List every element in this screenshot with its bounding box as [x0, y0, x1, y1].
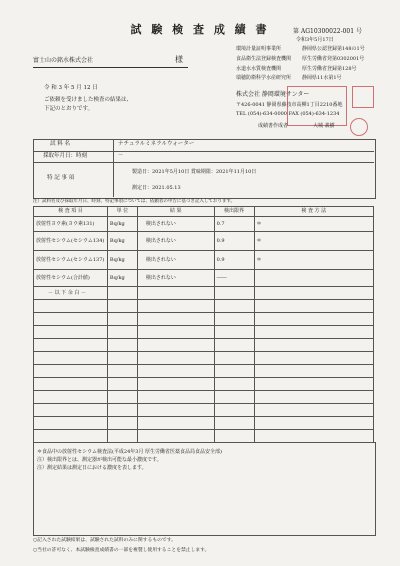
- header-cell: 検 査 項 目: [34, 207, 108, 217]
- report-date: 令和3年5月17日: [296, 37, 334, 43]
- table-note: 注）測定結果は測定日における濃度を表します。: [37, 465, 147, 471]
- lab-name: 株式会社 静岡環境サンター: [236, 91, 310, 98]
- blank-row: [34, 378, 374, 391]
- registration-label: 瑞穂防衛科学水産研究所: [236, 75, 292, 81]
- bottom-note: ○記入された試験結果は、試験された試料のみに関するものです。: [33, 538, 176, 543]
- sample-name-value: ナチュラルミネラルウォーター: [118, 141, 195, 147]
- registration-value: 静岡県11水第1号: [302, 75, 342, 81]
- result-cell: 検出されない: [137, 251, 214, 270]
- lab-address: 〒426-0041 静岡県藤枝市高柳1丁目2210番地: [236, 102, 343, 108]
- unit-cell: Bq/kg: [107, 217, 137, 232]
- blank-row: [34, 430, 374, 443]
- report-number: 第 AG10300022-001 号: [293, 28, 362, 35]
- greeting-line: ご依頼を受けました検査の結果は、: [44, 97, 133, 103]
- registration-value: 厚生労働省登録第128号: [302, 66, 357, 72]
- recipient-underline: [33, 67, 188, 68]
- author-name: 大城 義樹: [313, 123, 335, 129]
- blank-row: [34, 339, 374, 352]
- registration-label: 環境計量証明事業所: [236, 46, 282, 52]
- company-seal: [287, 86, 347, 126]
- unit-cell: Bq/kg: [107, 251, 137, 270]
- item-cell: 放射性セシウム(セシウム134): [34, 232, 108, 251]
- blank-row: [34, 417, 374, 430]
- end-marker: － 以 下 余 白 －: [34, 287, 108, 300]
- results-table: [33, 206, 374, 443]
- table-row: [34, 270, 374, 287]
- registration-value: 静岡県公認登録第148の1号: [302, 46, 365, 52]
- company-seal-small: [352, 86, 374, 108]
- report-title: 試 験 検 査 成 績 書: [130, 23, 270, 36]
- notes-line: 製造日：2021年5月10日 賞味期限：2021年11月10日: [132, 169, 257, 175]
- header-cell: 検出限界: [214, 207, 254, 217]
- blank-row: [34, 365, 374, 378]
- method-cell: ＊: [254, 232, 373, 251]
- result-cell: 検出されない: [137, 232, 214, 251]
- lab-phone: TEL (054)-634-0000 FAX (054)-634-1234: [236, 111, 340, 117]
- notes-label: 特 記 事 項: [47, 175, 75, 181]
- header-cell: 単 位: [107, 207, 137, 217]
- limit-cell: 0.7: [214, 217, 254, 232]
- result-cell: 検出されない: [137, 270, 214, 287]
- blank-row: [34, 352, 374, 365]
- blank-row: [34, 300, 374, 313]
- header-cell: 検 査 方 法: [254, 207, 373, 217]
- table-row: [34, 251, 374, 270]
- unit-cell: Bq/kg: [107, 232, 137, 251]
- table-header-row: [34, 207, 374, 217]
- sample-date-label: 採取年月日：時刻: [43, 153, 88, 159]
- blank-row: [34, 313, 374, 326]
- sample-name-label: 試 料 名: [50, 141, 70, 147]
- divider: [33, 139, 114, 197]
- blank-row: [34, 391, 374, 404]
- blank-row: [34, 404, 374, 417]
- notes-line: 測定日：2021.05.13: [132, 185, 181, 191]
- table-note: ＊食品中の放射性セシウム検査法(平成24年3月 厚生労働省医薬食品局食品安全部): [37, 449, 222, 455]
- bottom-note: ○当社の許可なく、本試験検査成績書の一部を複製し使用することを禁止します。: [33, 548, 210, 553]
- registration-value: 厚生労働省発第0302001号: [302, 56, 365, 62]
- greeting-line: 下記のとおりです。: [44, 106, 94, 112]
- table-row: [34, 217, 374, 232]
- blank-row: [34, 326, 374, 339]
- author-seal: [350, 118, 368, 136]
- header-cell: 結 果: [137, 207, 214, 217]
- unit-cell: Bq/kg: [107, 270, 137, 287]
- method-cell: ＊: [254, 251, 373, 270]
- result-cell: 検出されない: [137, 217, 214, 232]
- sample-date-value: －: [118, 153, 124, 159]
- method-cell: [254, 270, 373, 287]
- recipient-name: 富士山の銘水株式会社: [33, 57, 94, 64]
- item-cell: 放射性セシウム(セシウム137): [34, 251, 108, 270]
- method-cell: ＊: [254, 217, 373, 232]
- limit-cell: 0.9: [214, 251, 254, 270]
- item-cell: 放射性セシウム(合計値): [34, 270, 108, 287]
- author-label: 成績書作成者: [258, 123, 289, 129]
- table-row: [34, 287, 374, 300]
- registration-label: 食品衛生法登録検査機関: [236, 56, 292, 62]
- table-note: 注）検出限界とは、測定器が検出可能な最小濃度です。: [37, 457, 162, 463]
- sample-footnote: 注）試料名及び採取年月日、時刻、特記事項については、依頼者の申告に基づき記入しております。: [33, 199, 236, 204]
- recipient-honorific: 様: [175, 55, 183, 64]
- issue-date: 令 和 3 年 5 月 12 日: [44, 85, 98, 91]
- registration-label: 水道水水質検査機関: [236, 66, 282, 72]
- limit-cell: ――: [214, 270, 254, 287]
- limit-cell: 0.9: [214, 232, 254, 251]
- item-cell: 放射性ヨウ素(ヨウ素131): [34, 217, 108, 232]
- table-row: [34, 232, 374, 251]
